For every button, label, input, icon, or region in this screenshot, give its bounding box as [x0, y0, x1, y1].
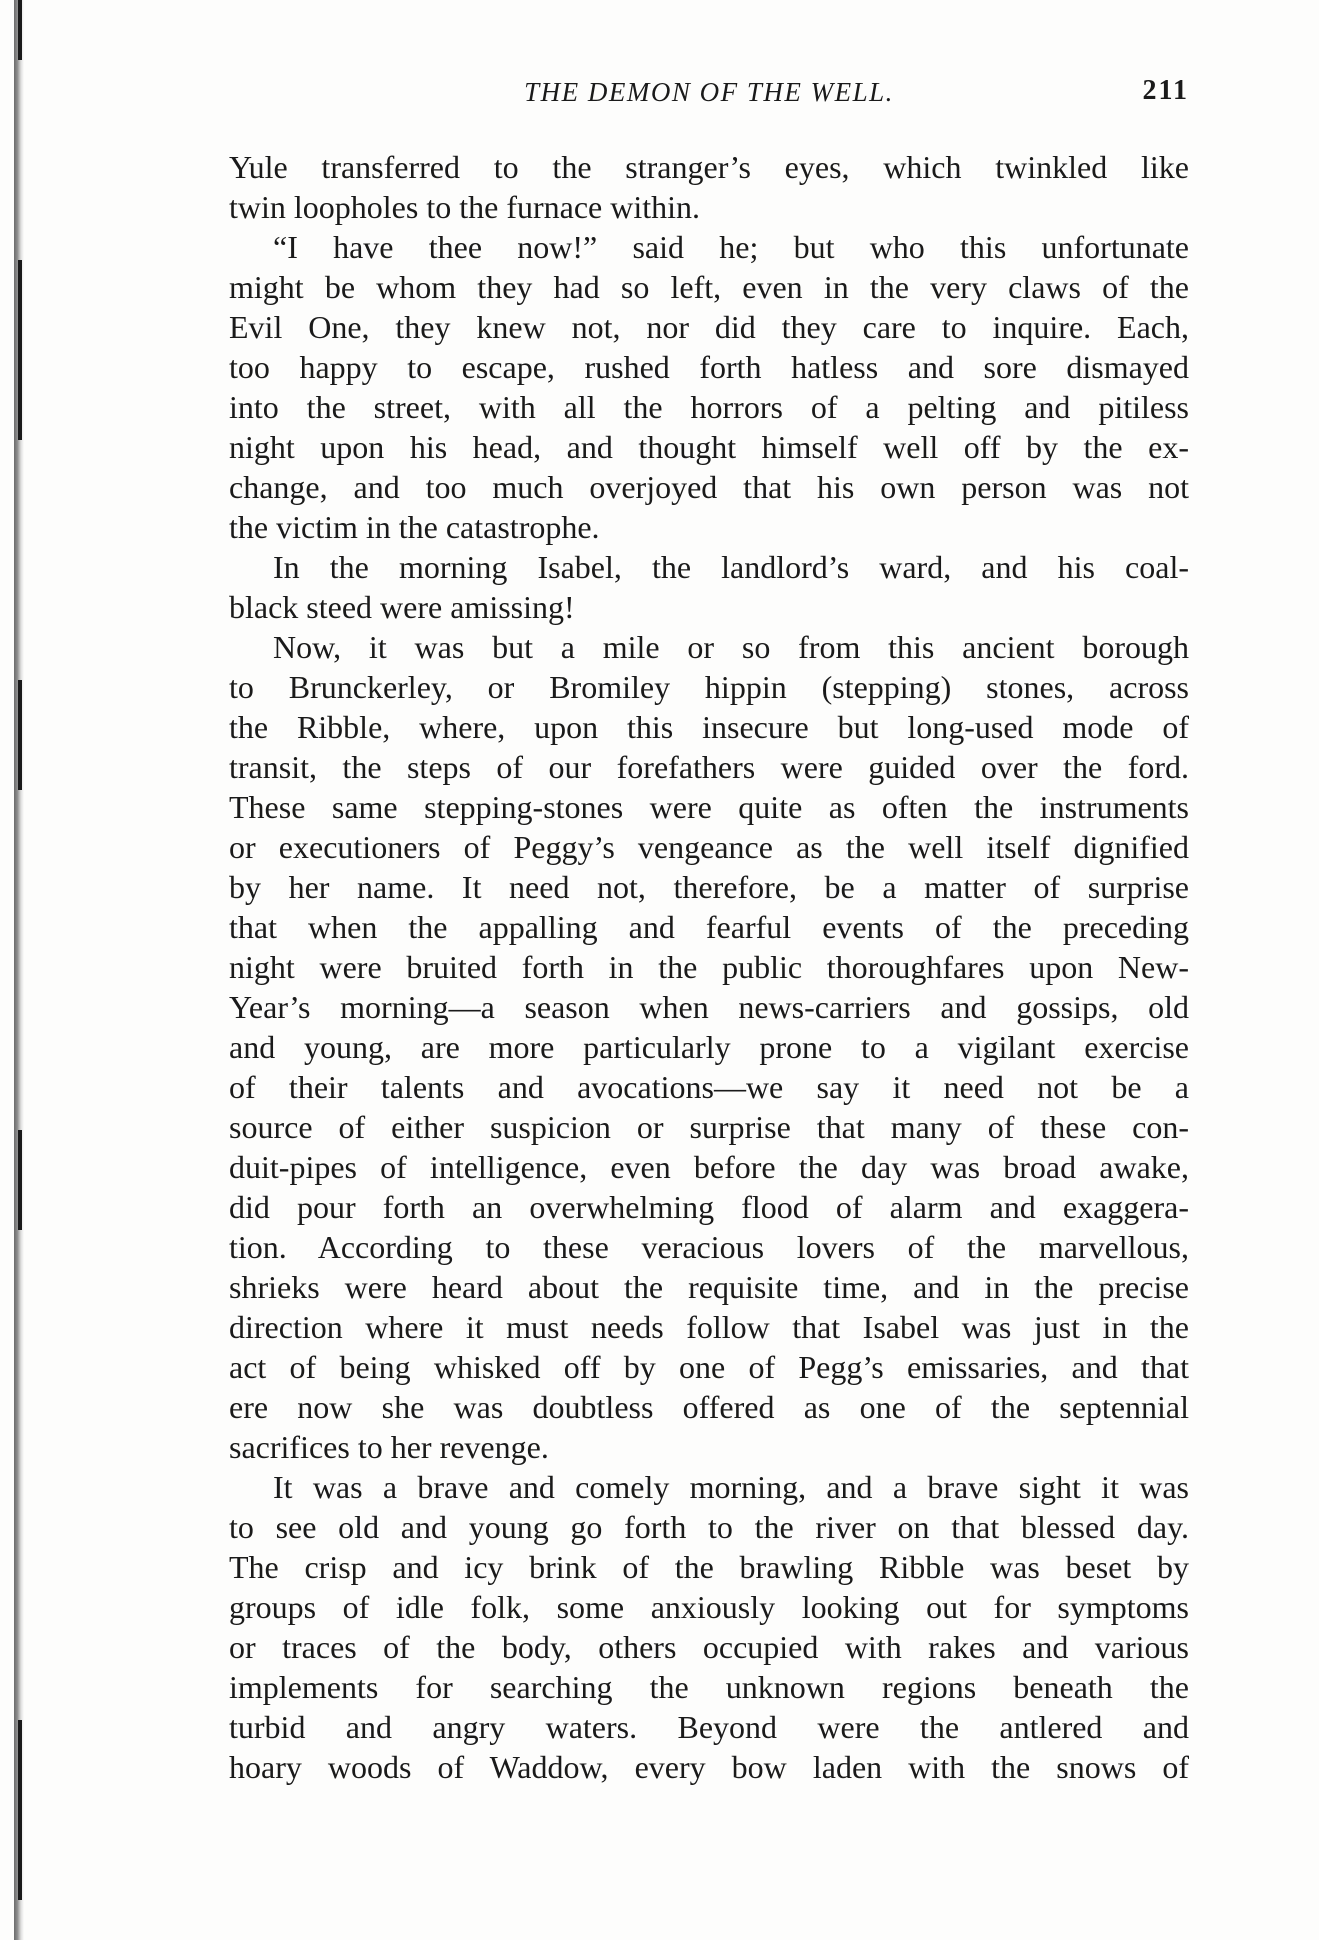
text-line: Now, it was but a mile or so from this ancient borough: [273, 629, 1189, 665]
text-line: groups of idle folk, some anxiously looking out for symptoms: [229, 1589, 1189, 1625]
text-line: ere now she was doubtless offered as one of the septennial: [229, 1389, 1189, 1425]
text-line: night upon his head, and thought himself well off by the ex-: [229, 429, 1189, 465]
text-line: to see old and young go forth to the river on that blessed day.: [229, 1509, 1189, 1545]
text-line: of their talents and avocations—we say it need not be a: [229, 1069, 1189, 1105]
text-line: turbid and angry waters. Beyond were the antlered and: [229, 1709, 1189, 1745]
text-line: implements for searching the unknown regions beneath the: [229, 1669, 1189, 1705]
page-number: 211: [1142, 75, 1189, 106]
text-line: Evil One, they knew not, nor did they care to inquire. Each,: [229, 309, 1189, 345]
gutter-ink-mark: [18, 680, 22, 790]
body-text: [229, 147, 1189, 1787]
running-head: [229, 73, 1189, 113]
text-line: direction where it must needs follow that Isabel was just in the: [229, 1309, 1189, 1345]
gutter-ink-mark: [18, 260, 22, 440]
text-line: the Ribble, where, upon this insecure but long-used mode of: [229, 709, 1189, 745]
text-line: It was a brave and comely morning, and a brave sight it was: [273, 1469, 1189, 1505]
text-line: hoary woods of Waddow, every bow laden with the snows of: [229, 1749, 1189, 1785]
gutter-ink-mark: [18, 1720, 22, 1900]
text-line: night were bruited forth in the public thoroughfares upon New-: [229, 949, 1189, 985]
text-line: did pour forth an overwhelming flood of alarm and exaggera-: [229, 1189, 1189, 1225]
text-line: the victim in the catastrophe.: [229, 509, 600, 545]
text-line: These same stepping-stones were quite as often the instruments: [229, 789, 1189, 825]
text-line: tion. According to these veracious lovers of the marvellous,: [229, 1229, 1189, 1265]
text-line: twin loopholes to the furnace within.: [229, 189, 701, 225]
text-line: In the morning Isabel, the landlord’s ward, and his coal-: [273, 549, 1189, 585]
text-line: Yule transferred to the stranger’s eyes, which twinkled like: [229, 149, 1189, 185]
text-line: act of being whisked off by one of Pegg’s emissaries, and that: [229, 1349, 1189, 1385]
text-line: too happy to escape, rushed forth hatless and sore dismayed: [229, 349, 1189, 385]
text-line: or executioners of Peggy’s vengeance as the well itself dignified: [229, 829, 1189, 865]
text-line: that when the appalling and fearful events of the preceding: [229, 909, 1189, 945]
text-line: source of either suspicion or surprise that many of these con-: [229, 1109, 1189, 1145]
text-line: The crisp and icy brink of the brawling Ribble was beset by: [229, 1549, 1189, 1585]
gutter-ink-mark: [18, 1130, 22, 1230]
text-line: by her name. It need not, therefore, be a matter of surprise: [229, 869, 1189, 905]
text-line: black steed were amissing!: [229, 589, 575, 625]
text-line: or traces of the body, others occupied with rakes and various: [229, 1629, 1189, 1665]
text-line: to Brunckerley, or Bromiley hippin (stepping) stones, across: [229, 669, 1189, 705]
text-line: and young, are more particularly prone to a vigilant exercise: [229, 1029, 1189, 1065]
text-line: duit-pipes of intelligence, even before the day was broad awake,: [229, 1149, 1189, 1185]
text-line: transit, the steps of our forefathers were guided over the ford.: [229, 749, 1189, 785]
text-line: change, and too much overjoyed that his own person was not: [229, 469, 1189, 505]
text-line: shrieks were heard about the requisite time, and in the precise: [229, 1269, 1189, 1305]
text-line: might be whom they had so left, even in the very claws of the: [229, 269, 1189, 305]
running-title: THE DEMON OF THE WELL.: [524, 77, 894, 107]
text-line: into the street, with all the horrors of a pelting and pitiless: [229, 389, 1189, 425]
text-line: Year’s morning—a season when news-carriers and gossips, old: [229, 989, 1189, 1025]
text-line: “I have thee now!” said he; but who this unfortunate: [273, 229, 1189, 265]
text-line: sacrifices to her revenge.: [229, 1429, 549, 1465]
gutter-ink-mark: [18, 0, 22, 60]
